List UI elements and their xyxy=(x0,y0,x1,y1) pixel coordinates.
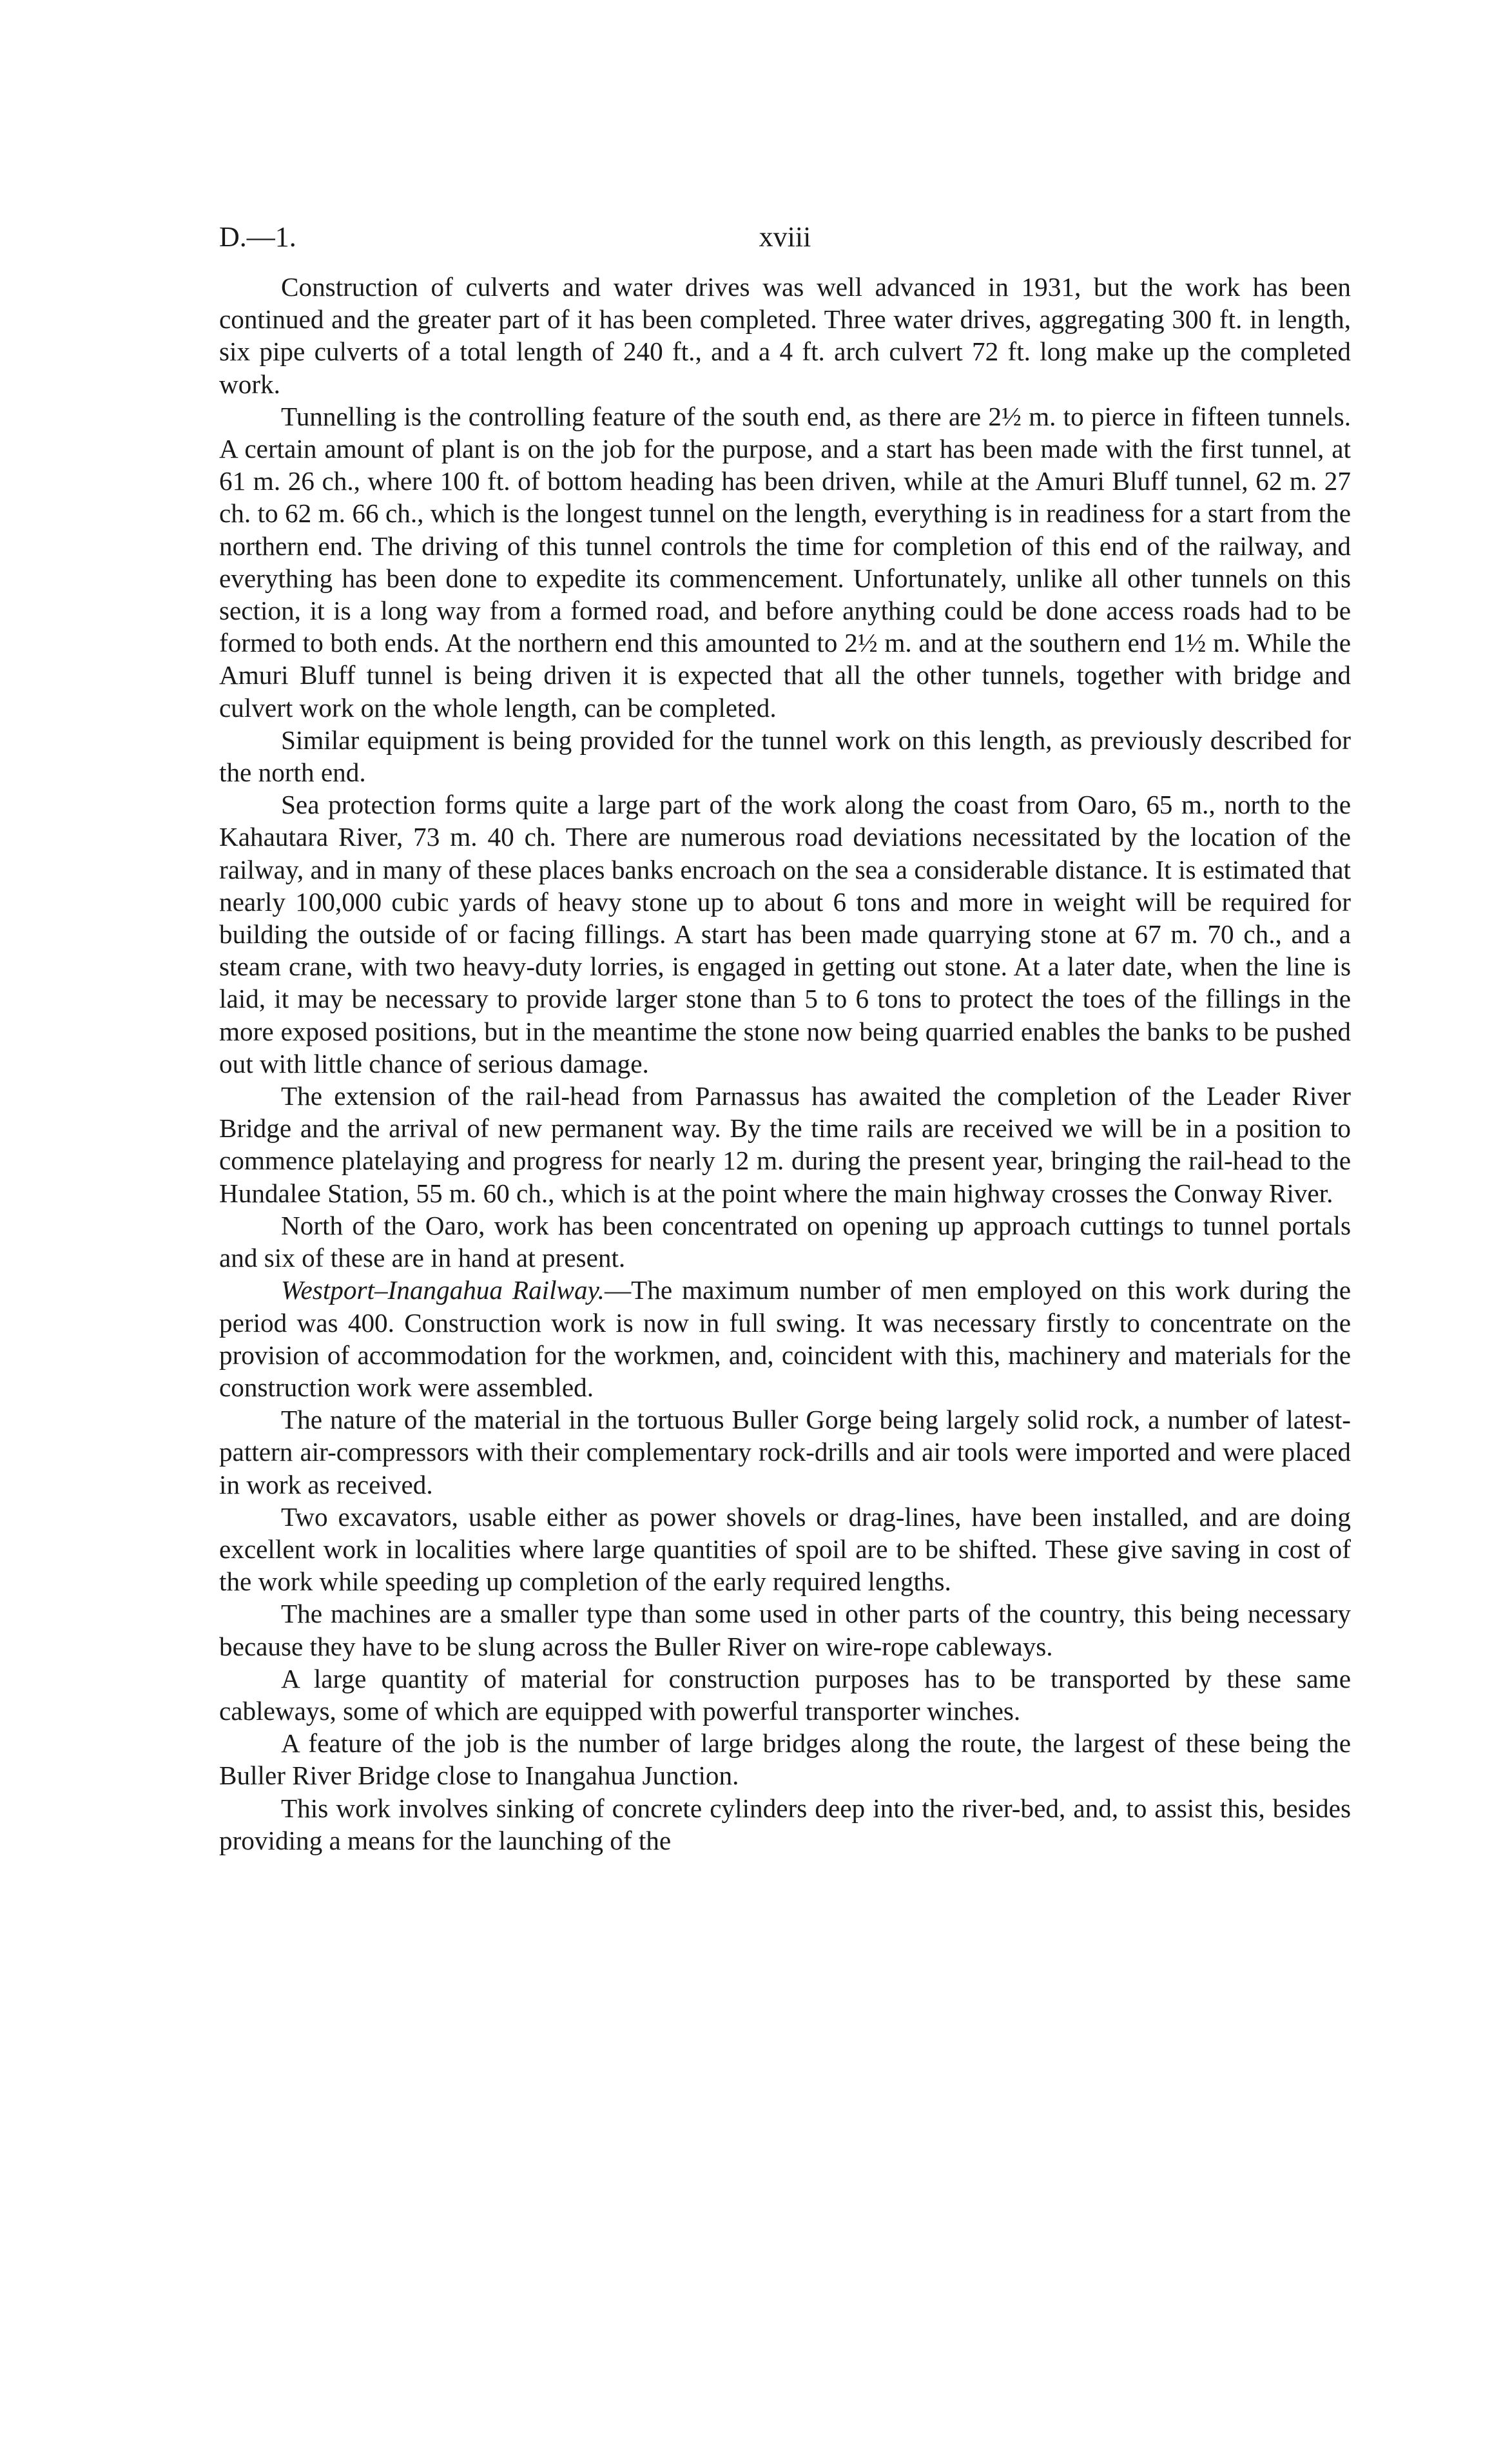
body-text xyxy=(219,271,1351,1857)
paragraph: Construction of culverts and water drives was well advanced in 1931, but the work has been continued and the greater part of it has been completed. Three water drives, aggregating 300 ft. in length, six pipe culverts of a total length of 240 ft., and a 4 ft. arch culvert 72 ft. long make up the completed work. xyxy=(219,272,1351,399)
paragraph: Sea protection forms quite a large part of the work along the coast from Oaro, 65 m., north to the Kahautara River, 73 m. 40 ch. There are numerous road deviations necessitated by the location of the railway, and in many of these places banks encroach on the sea a considerable distance. It is estimated that nearly 100,000 cubic yards of heavy stone up to about 6 tons and more in weight will be required for building the outside of or facing fillings. A start has been made quarrying stone at 67 m. 70 ch., and a steam crane, with two heavy-duty lorries, is engaged in getting out stone. At a later date, when the line is laid, it may be necessary to provide larger stone than 5 to 6 tons to protect the toes of the fillings in the more exposed positions, but in the meantime the stone now being quarried enables the banks to be pushed out with little chance of serious damage. xyxy=(219,790,1351,1078)
section-heading: Westport–Inangahua Railway. xyxy=(281,1275,605,1305)
paragraph: Similar equipment is being provided for the tunnel work on this length, as previously described for the north end. xyxy=(219,725,1351,788)
paragraph: The nature of the material in the tortuous Buller Gorge being largely solid rock, a number of latest-pattern air-compressors with their complementary rock-drills and air tools were imported and were placed in work as received. xyxy=(219,1405,1351,1499)
paragraph: The machines are a smaller type than some used in other parts of the country, this being necessary because they have to be slung across the Buller River on wire-rope cableways. xyxy=(219,1599,1351,1661)
paragraph: The extension of the rail-head from Parnassus has awaited the completion of the Leader River Bridge and the arrival of new permanent way. By the time rails are received we will be in a position to commence platelaying and progress for nearly 12 m. during the present year, bringing the rail-head to the Hundalee Station, 55 m. 60 ch., which is at the point where the main highway crosses the Conway River. xyxy=(219,1081,1351,1208)
paragraph: A large quantity of material for construction purposes has to be transported by these same cableways, some of which are equipped with powerful transporter winches. xyxy=(219,1663,1351,1726)
paragraph: North of the Oaro, work has been concentrated on opening up approach cuttings to tunnel portals and six of these are in hand at present. xyxy=(219,1210,1351,1273)
document-id: D.—1. xyxy=(219,221,296,253)
paragraph: Two excavators, usable either as power shovels or drag-lines, have been installed, and are doing excellent work in localities where large quantities of spoil are to be shifted. These give saving in cost of the work while speeding up completion of the early required lengths. xyxy=(219,1501,1351,1597)
paragraph: Tunnelling is the controlling feature of the south end, as there are 2½ m. to pierce in fifteen tunnels. A certain amount of plant is on the job for the purpose, and a start has been made with the first tunnel, at 61 m. 26 ch., where 100 ft. of bottom heading has been driven, while at the Amuri Bluff tunnel, 62 m. 27 ch. to 62 m. 66 ch., which is the longest tunnel on the length, everything is in readiness for a start from the northern end. The driving of this tunnel controls the time for completion of this end of the railway, and everything has been done to expedite its commencement. Unfortunately, unlike all other tunnels on this section, it is a long way from a formed road, and before anything could be done access roads had to be formed to both ends. At the northern end this amounted to 2½ m. and at the southern end 1½ m. While the Amuri Bluff tunnel is being driven it is expected that all the other tunnels, together with bridge and culvert work on the whole length, can be completed. xyxy=(219,401,1351,723)
paragraph: A feature of the job is the number of large bridges along the route, the largest of these being the Buller River Bridge close to Inangahua Junction. xyxy=(219,1728,1351,1791)
paragraph: This work involves sinking of concrete cylinders deep into the river-bed, and, to assist this, besides providing a means for the launching of the xyxy=(219,1793,1351,1855)
page-header xyxy=(219,220,1351,259)
paragraph-section-heading: Westport–Inangahua Railway.—The maximum number of men employed on this work during the period was 400. Construction work is now in full swing. It was necessary firstly to concentrate on the provision of accommodation for the workmen, and, coincident with this, machinery and materials for the construction work were assembled. xyxy=(219,1275,1351,1402)
page-number: xviii xyxy=(759,221,811,253)
